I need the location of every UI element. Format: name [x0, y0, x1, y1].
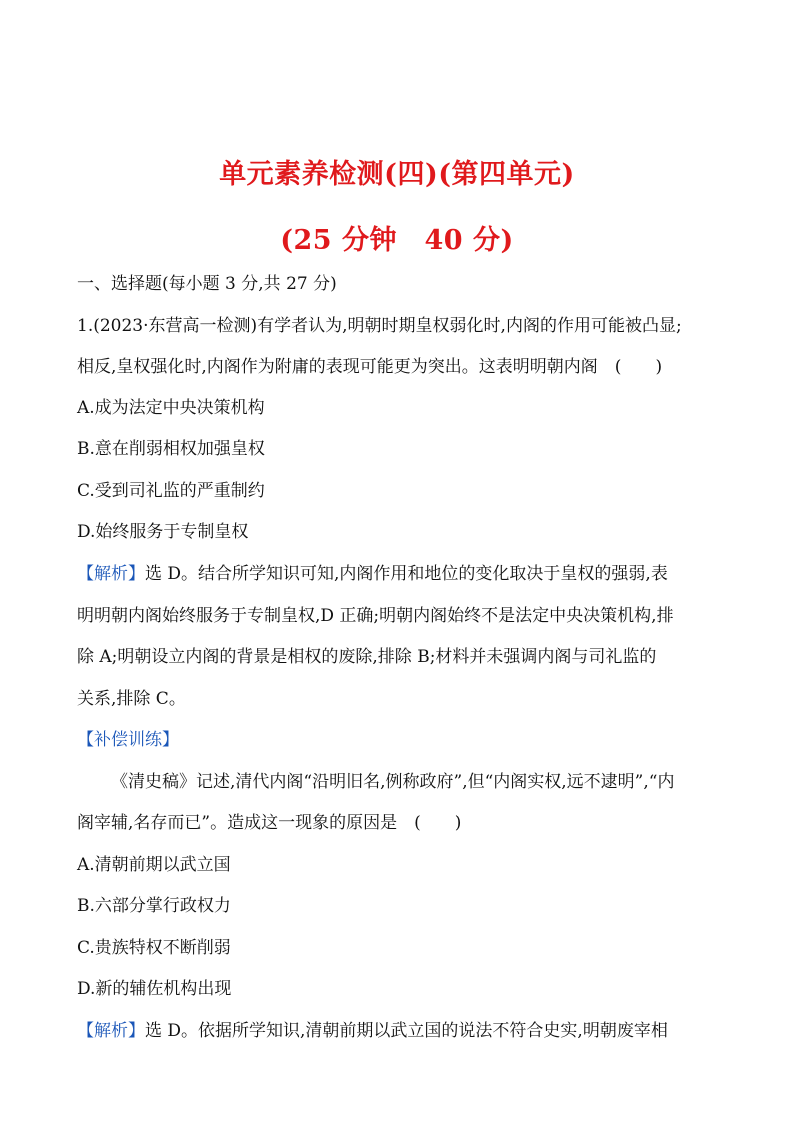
- supplement-analysis-tag: 【解析】: [77, 1021, 145, 1041]
- question1-analysis-line4: 关系,排除 C。: [77, 689, 186, 709]
- supplement-heading: 【补偿训练】: [77, 730, 179, 750]
- supplement-analysis-text: 选 D。依据所学知识,清朝前期以武立国的说法不符合史实,明朝废宰相: [145, 1021, 668, 1041]
- question1-analysis-line1: [77, 563, 727, 585]
- question1-option-b: B.意在削弱相权加强皇权: [77, 439, 265, 459]
- supplement-option-b: B.六部分掌行政权力: [77, 896, 231, 916]
- supplement-analysis-line1: [77, 1020, 727, 1042]
- supplement-stem-line2: 阁宰辅,名存而已”。造成这一现象的原因是 ( ): [77, 813, 462, 833]
- analysis-tag: 【解析】: [77, 564, 145, 584]
- analysis-text: 选 D。结合所学知识可知,内阁作用和地位的变化取决于皇权的强弱,表: [145, 564, 668, 584]
- section-heading: 一、选择题(每小题 3 分,共 27 分): [77, 274, 337, 294]
- supplement-option-d: D.新的辅佐机构出现: [77, 979, 232, 999]
- supplement-tag: [77, 729, 727, 751]
- page-title: 单元素养检测(四)(第四单元): [219, 159, 575, 190]
- supplement-option-a: A.清朝前期以武立国: [77, 855, 231, 875]
- question1-option-d: D.始终服务于专制皇权: [77, 522, 249, 542]
- supplement-option-c: C.贵族特权不断削弱: [77, 938, 231, 958]
- supplement-stem-line1: 《清史稿》记述,清代内阁“沿明旧名,例称政府”,但“内阁实权,远不逮明”,“内: [111, 772, 675, 792]
- question1-stem-line1: 1.(2023·东营高一检测)有学者认为,明朝时期皇权弱化时,内阁的作用可能被凸显;: [77, 316, 682, 336]
- page-subtitle: (25 分钟 40 分): [280, 225, 514, 256]
- question1-analysis-line3: 除 A;明朝设立内阁的背景是相权的废除,排除 B;材料并未强调内阁与司礼监的: [77, 647, 657, 667]
- question1-option-a: A.成为法定中央决策机构: [77, 398, 265, 418]
- question1-stem-line2: 相反,皇权强化时,内阁作为附庸的表现可能更为突出。这表明明朝内阁 ( ): [77, 357, 663, 377]
- question1-option-c: C.受到司礼监的严重制约: [77, 481, 265, 501]
- question1-analysis-line2: 明明朝内阁始终服务于专制皇权,D 正确;明朝内阁始终不是法定中央决策机构,排: [77, 606, 674, 626]
